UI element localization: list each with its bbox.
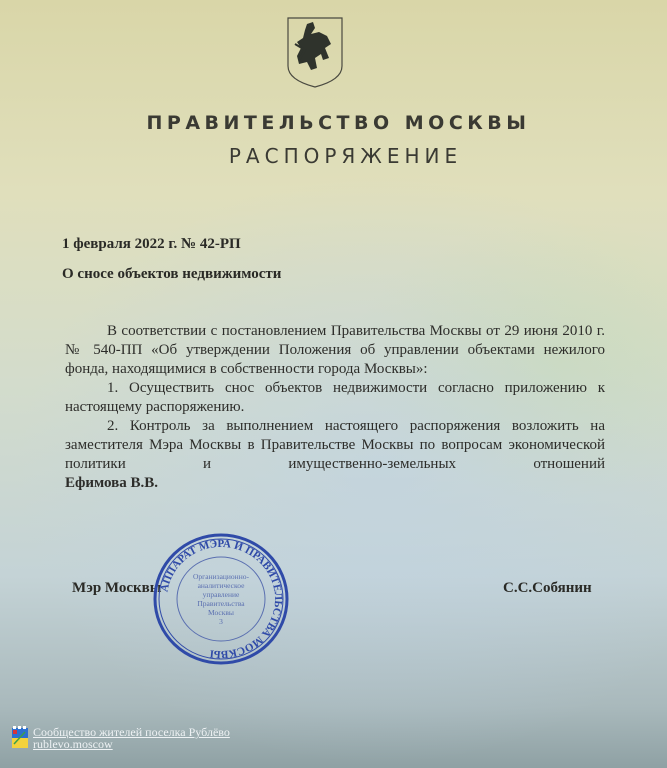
document-date-number: 1 февраля 2022 г. № 42-РП bbox=[62, 236, 241, 252]
watermark bbox=[11, 726, 230, 752]
watermark-site-link[interactable]: rublevo.moscow bbox=[33, 737, 113, 751]
watermark-text bbox=[33, 726, 230, 750]
stamp-line: Организационно- bbox=[193, 572, 249, 581]
document-body bbox=[65, 322, 605, 493]
organization-title: ПРАВИТЕЛЬСТВО МОСКВЫ bbox=[146, 112, 531, 134]
stamp-line: управление bbox=[202, 590, 240, 599]
rublevo-logo-icon bbox=[11, 726, 29, 752]
document-subject: О сносе объектов недвижимости bbox=[62, 266, 282, 282]
stamp-ring-text: АППАРАТ МЭРА И ПРАВИТЕЛЬСТВА МОСКВЫ bbox=[158, 537, 285, 661]
stamp-line: Москвы bbox=[208, 608, 234, 617]
stamp-line: аналитическое bbox=[197, 581, 245, 590]
moscow-coat-of-arms-icon bbox=[285, 14, 345, 89]
stamp-line: 3 bbox=[219, 617, 223, 626]
document-type-title: РАСПОРЯЖЕНИЕ bbox=[228, 144, 463, 168]
stamp-line: Правительства bbox=[197, 599, 245, 608]
official-stamp bbox=[152, 532, 290, 666]
watermark-community-link[interactable]: Сообщество жителей поселка Рублёво bbox=[33, 725, 230, 739]
signature-name: С.С.Собянин bbox=[503, 580, 592, 596]
stamp-inner-text bbox=[182, 572, 260, 626]
preamble-paragraph: В соответствии с постановлением Правительства Москвы от 29 июня 2010 г. № 540-ПП «Об утверждении Положения об управлении объектами нежилого фонда, находящимися в собственности города Москвы»: bbox=[65, 323, 605, 377]
item-2-text: 2. Контроль за выполнением настоящего распоряжения возложить на заместителя Мэра Москвы в Правительстве Москвы по вопросам экономической политики и имущественно-земельных отношений bbox=[65, 418, 605, 472]
item-1-paragraph: 1. Осуществить снос объектов недвижимости согласно приложению к настоящему распоряжению. bbox=[65, 380, 605, 415]
item-2-paragraph bbox=[65, 417, 605, 474]
signature-position: Мэр Москвы bbox=[72, 580, 162, 596]
responsible-person: Ефимова В.В. bbox=[65, 475, 159, 491]
